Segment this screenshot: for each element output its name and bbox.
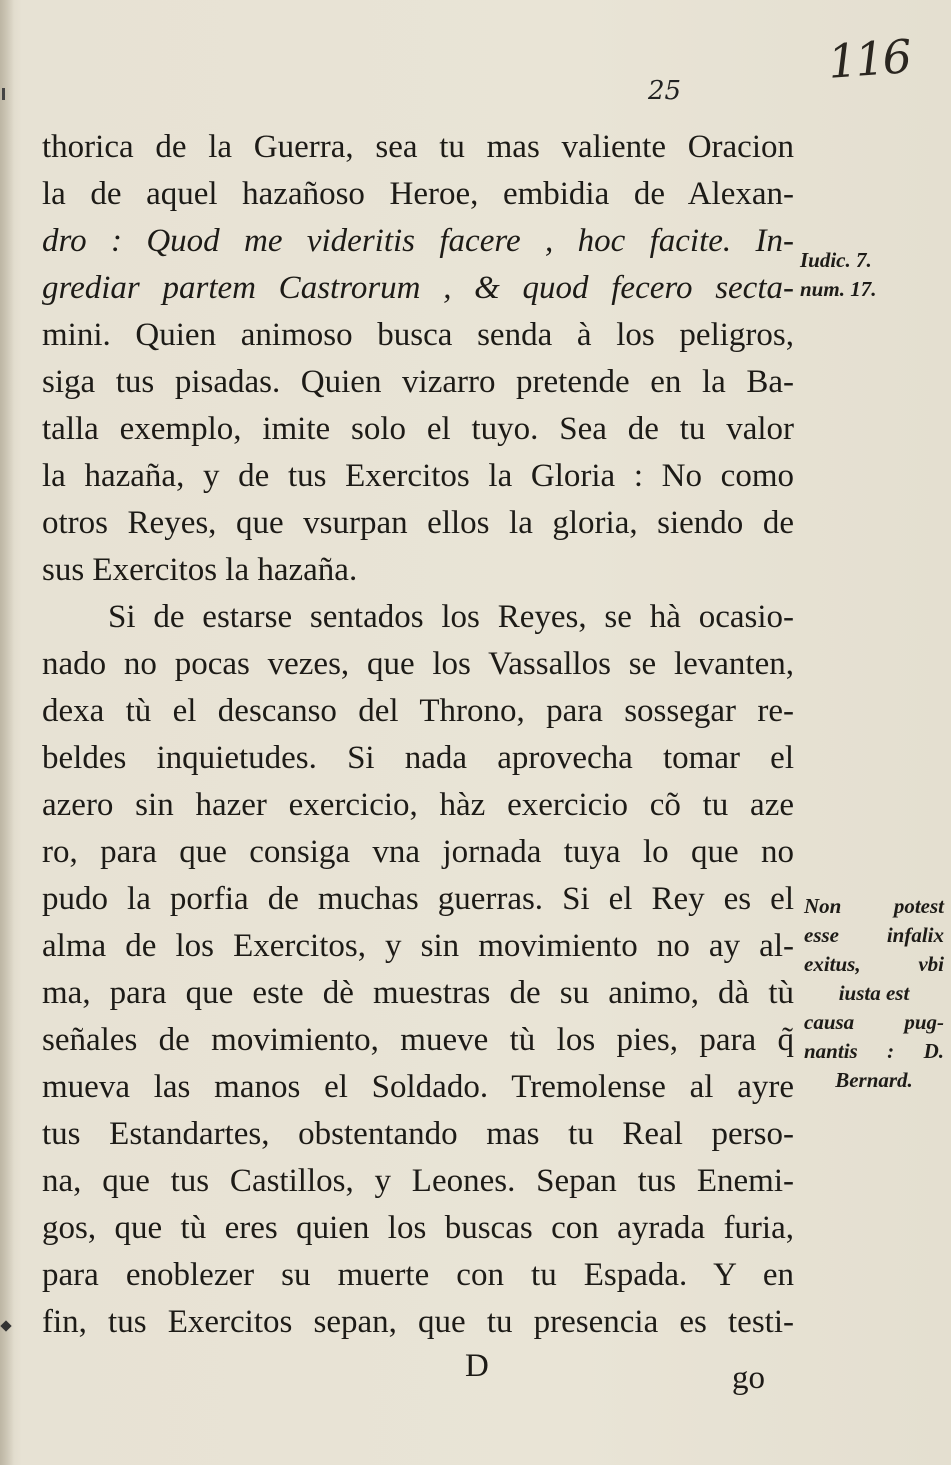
margin-marks: [2, 0, 12, 1465]
marginal-note-line: exitus, vbi: [804, 952, 944, 976]
marginal-note-line: nantis : D.: [804, 1039, 944, 1063]
text-line: thorica de la Guerra, sea tu mas valiente Oracion: [42, 129, 794, 165]
text-line: mini. Quien animoso busca senda à los peligros,: [42, 317, 794, 353]
handwritten-folio-number: 116: [826, 29, 912, 89]
text-line: mueva las manos el Soldado. Tremolense al ayre: [42, 1069, 794, 1105]
marginal-note-line: num. 17.: [800, 277, 877, 301]
text-line: sus Exercitos la hazaña.: [42, 552, 358, 588]
marginal-citation-judges: [800, 246, 940, 304]
text-line: pudo la porfia de muchas guerras. Si el Rey es el: [42, 881, 794, 917]
text-line: fin, tus Exercitos sepan, que tu presencia es testi-: [42, 1304, 794, 1340]
text-line: la hazaña, y de tus Exercitos la Gloria : No como: [42, 458, 794, 494]
text-line: otros Reyes, que vsurpan ellos la gloria, siendo de: [42, 505, 794, 541]
main-text-block: [42, 124, 794, 1346]
text-line: grediar partem Castrorum , & quod fecero secta-: [42, 270, 794, 306]
page-number: 25: [648, 76, 682, 106]
text-line: talla exemplo, imite solo el tuyo. Sea de tu valor: [42, 411, 794, 447]
marginal-note-line: Non potest: [804, 894, 944, 918]
text-line: gos, que tù eres quien los buscas con ayrada furia,: [42, 1210, 794, 1246]
marginal-note-line: Iudic. 7.: [800, 248, 872, 272]
margin-arrow-icon: [0, 1320, 11, 1331]
marginal-quote-bernard: [804, 892, 944, 1095]
text-line: na, que tus Castillos, y Leones. Sepan tus Enemi-: [42, 1163, 794, 1199]
marginal-note-line: Bernard.: [835, 1068, 913, 1092]
text-line: para enoblezer su muerte con tu Espada. Y en: [42, 1257, 794, 1293]
text-line: ro, para que consiga vna jornada tuya lo que no: [42, 834, 794, 870]
text-line: ma, para que este dè muestras de su animo, dà tù: [42, 975, 794, 1011]
text-line: beldes inquietudes. Si nada aprovecha tomar el: [42, 740, 794, 776]
marginal-note-line: causa pug-: [804, 1010, 944, 1034]
text-line: alma de los Exercitos, y sin movimiento no ay al-: [42, 928, 794, 964]
catchword: go: [732, 1360, 765, 1396]
text-line: nado no pocas vezes, que los Vassallos se levanten,: [42, 646, 794, 682]
text-line: dro : Quod me videritis facere , hoc facite. In-: [42, 223, 794, 259]
text-line: dexa tù el descanso del Throno, para sossegar re-: [42, 693, 794, 729]
text-line: siga tus pisadas. Quien vizarro pretende en la Ba-: [42, 364, 794, 400]
marginal-note-line: iusta est: [838, 981, 910, 1005]
text-line: Si de estarse sentados los Reyes, se hà ocasio-: [108, 599, 794, 635]
marginal-note-line: esse infalix: [804, 923, 944, 947]
margin-tick: [2, 88, 5, 100]
signature-mark: D: [465, 1348, 489, 1384]
text-line: la de aquel hazañoso Heroe, embidia de Alexan-: [42, 176, 794, 212]
text-line: señales de movimiento, mueve tù los pies, para q̃: [42, 1022, 794, 1058]
text-line: azero sin hazer exercicio, hàz exercicio cõ tu aze: [42, 787, 794, 823]
text-line: tus Estandartes, obstentando mas tu Real perso-: [42, 1116, 794, 1152]
